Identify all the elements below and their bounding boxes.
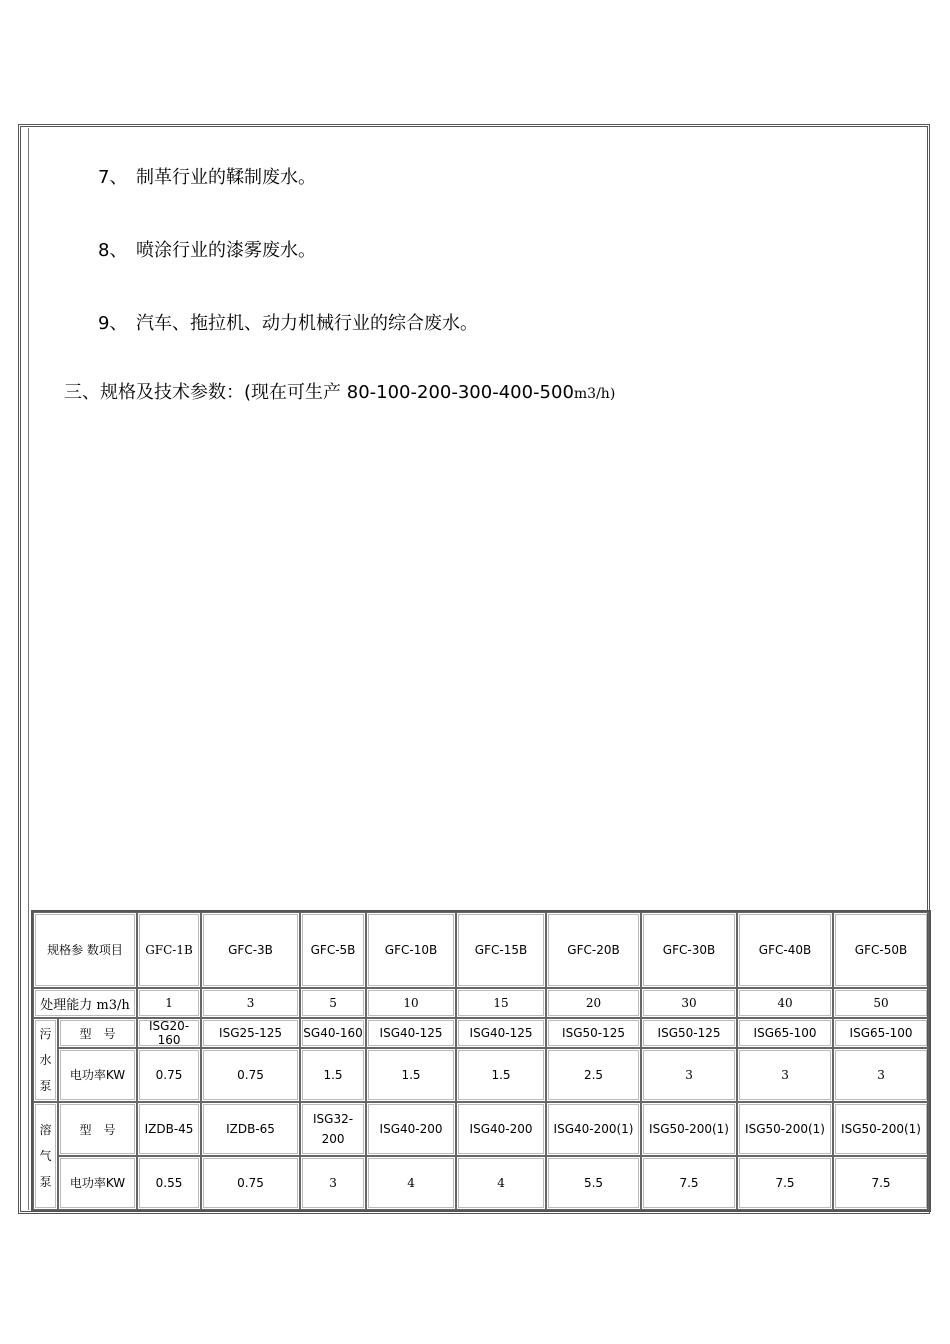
- pump-model-cell: ISG20-160: [137, 1018, 201, 1048]
- sewage-pump-label: 污水泵: [33, 1018, 58, 1102]
- model-header: GFC-1B: [137, 912, 201, 988]
- pump-model-cell: ISG50-200(1): [737, 1102, 833, 1156]
- table-row: [33, 1048, 929, 1102]
- capacity-cell: 10: [366, 988, 456, 1018]
- pump-model-cell: ISG50-200(1): [833, 1102, 929, 1156]
- table-header-row: [33, 912, 929, 988]
- capacity-label: 处理能力 m3/h: [33, 988, 137, 1018]
- table-row: [33, 988, 929, 1018]
- model-header: GFC-20B: [546, 912, 641, 988]
- model-header: GFC-30B: [641, 912, 737, 988]
- pump-model-cell: ISG40-125: [366, 1018, 456, 1048]
- pump-power-cell: 7.5: [737, 1156, 833, 1210]
- model-header: GFC-10B: [366, 912, 456, 988]
- pump-power-cell: 1.5: [456, 1048, 546, 1102]
- pump-power-cell: 3: [300, 1156, 366, 1210]
- pump-power-cell: 0.75: [137, 1048, 201, 1102]
- section-heading: [64, 378, 615, 404]
- model-label: 型 号: [58, 1102, 137, 1156]
- pump-model-cell: ISG40-200: [366, 1102, 456, 1156]
- capacity-cell: 50: [833, 988, 929, 1018]
- air-pump-label: 溶气泵: [33, 1102, 58, 1210]
- item-text: 喷涂行业的漆雾废水。: [136, 240, 316, 261]
- list-item: [98, 309, 478, 335]
- capacity-cell: 20: [546, 988, 641, 1018]
- pump-model-cell: ISG40-200(1): [546, 1102, 641, 1156]
- heading-text: 三、规格及技术参数：(现在可生产 80-100-200-300-400-500: [64, 382, 574, 403]
- pump-model-cell: IZDB-65: [201, 1102, 300, 1156]
- capacity-cell: 1: [137, 988, 201, 1018]
- power-label: 电功率KW: [58, 1156, 137, 1210]
- item-text: 制革行业的鞣制废水。: [136, 167, 316, 188]
- pump-model-cell: ISG65-100: [833, 1018, 929, 1048]
- item-text: 汽车、拖拉机、动力机械行业的综合废水。: [136, 313, 478, 334]
- pump-power-cell: 7.5: [641, 1156, 737, 1210]
- pump-power-cell: 0.55: [137, 1156, 201, 1210]
- pump-power-cell: 3: [641, 1048, 737, 1102]
- pump-power-cell: 5.5: [546, 1156, 641, 1210]
- model-header: GFC-50B: [833, 912, 929, 988]
- capacity-cell: 3: [201, 988, 300, 1018]
- table-row: [33, 1018, 929, 1048]
- capacity-cell: 15: [456, 988, 546, 1018]
- pump-power-cell: 4: [366, 1156, 456, 1210]
- list-item: [98, 236, 316, 262]
- pump-power-cell: 4: [456, 1156, 546, 1210]
- pump-model-cell: ISG25-125: [201, 1018, 300, 1048]
- spec-table: [31, 910, 931, 1212]
- pump-power-cell: 2.5: [546, 1048, 641, 1102]
- capacity-cell: 5: [300, 988, 366, 1018]
- pump-power-cell: 0.75: [201, 1156, 300, 1210]
- pump-power-cell: 3: [833, 1048, 929, 1102]
- pump-model-cell: ISG50-125: [546, 1018, 641, 1048]
- pump-model-cell: ISG32-200: [300, 1102, 366, 1156]
- item-number: 7、: [98, 167, 128, 188]
- pump-power-cell: 7.5: [833, 1156, 929, 1210]
- model-header: GFC-40B: [737, 912, 833, 988]
- pump-power-cell: 0.75: [201, 1048, 300, 1102]
- model-label: 型 号: [58, 1018, 137, 1048]
- pump-power-cell: 1.5: [300, 1048, 366, 1102]
- pump-model-cell: ISG40-125: [456, 1018, 546, 1048]
- model-header: GFC-5B: [300, 912, 366, 988]
- table-row: [33, 1156, 929, 1210]
- table-row: [33, 1102, 929, 1156]
- item-number: 8、: [98, 240, 128, 261]
- pump-model-cell: ISG40-200: [456, 1102, 546, 1156]
- pump-model-cell: ISG50-200(1): [641, 1102, 737, 1156]
- corner-label: 规格参 数项目: [33, 912, 137, 988]
- capacity-cell: 30: [641, 988, 737, 1018]
- pump-model-cell: ISG50-125: [641, 1018, 737, 1048]
- pump-model-cell: ISG65-100: [737, 1018, 833, 1048]
- power-label: 电功率KW: [58, 1048, 137, 1102]
- model-header: GFC-3B: [201, 912, 300, 988]
- pump-model-cell: SG40-160: [300, 1018, 366, 1048]
- model-header: GFC-15B: [456, 912, 546, 988]
- list-item: [98, 163, 316, 189]
- item-number: 9、: [98, 313, 128, 334]
- pump-power-cell: 3: [737, 1048, 833, 1102]
- pump-power-cell: 1.5: [366, 1048, 456, 1102]
- capacity-cell: 40: [737, 988, 833, 1018]
- heading-unit: m3/h): [573, 386, 616, 402]
- pump-model-cell: IZDB-45: [137, 1102, 201, 1156]
